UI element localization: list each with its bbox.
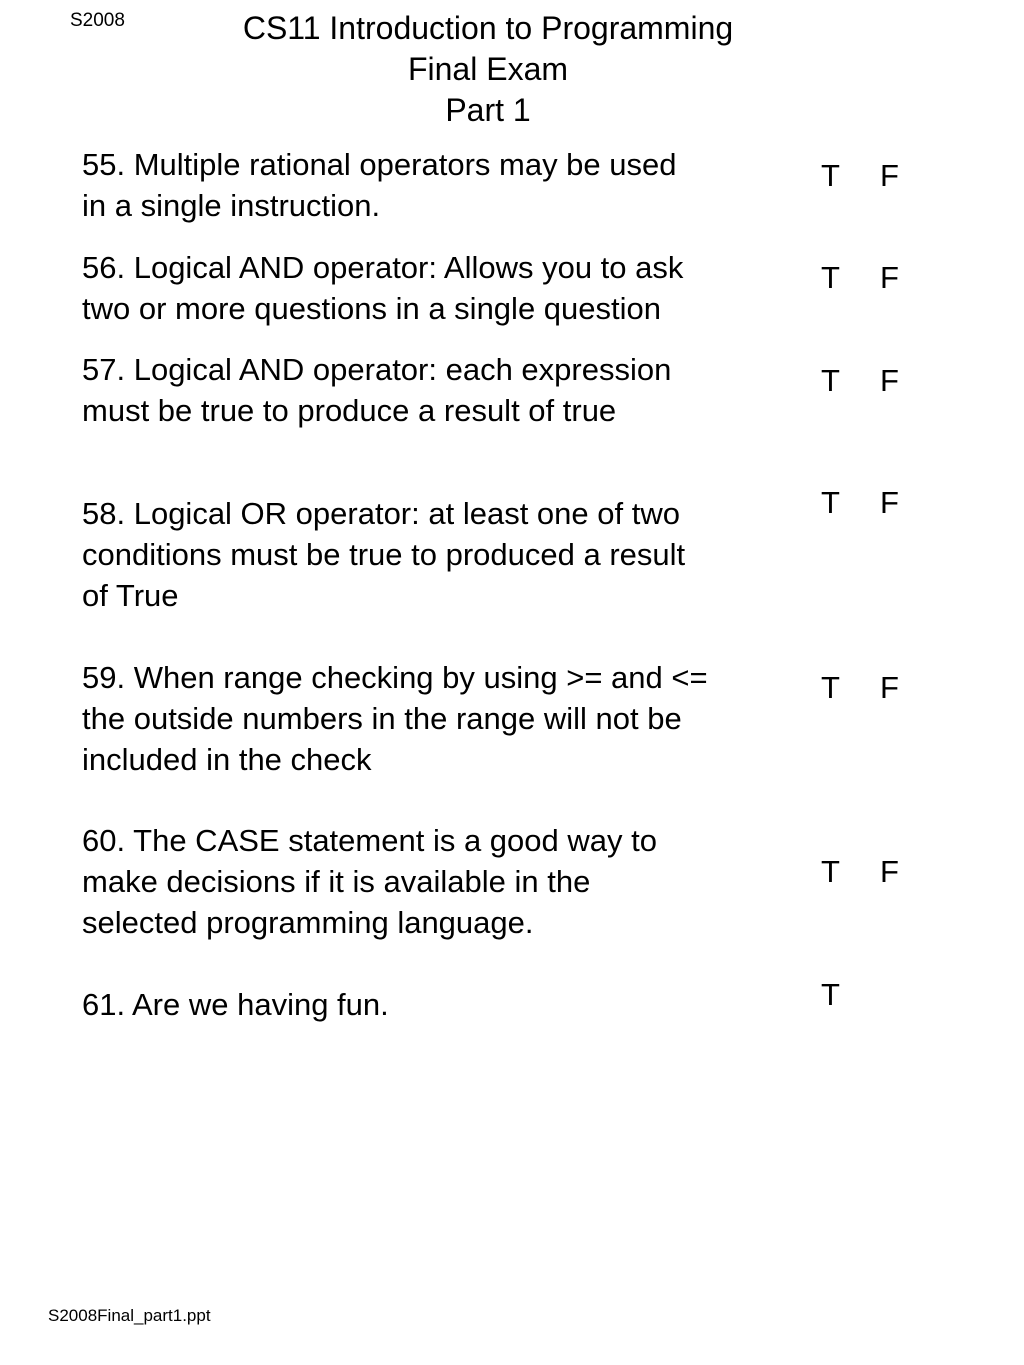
question-text-line: 57. Logical AND operator: each expression [82, 352, 672, 387]
answer-true-58[interactable]: T [821, 485, 840, 520]
answer-false-59[interactable]: F [880, 670, 899, 705]
title-part: Part 1 [445, 92, 531, 128]
answer-false-57[interactable]: F [880, 363, 899, 398]
question-text-line: conditions must be true to produced a result [82, 537, 686, 572]
answer-true-61[interactable]: T [821, 977, 840, 1012]
answer-false-55[interactable]: F [880, 158, 899, 193]
question-text-line: 60. The CASE statement is a good way to [82, 823, 657, 858]
question-text-line: selected programming language. [82, 905, 534, 940]
question-text-line: included in the check [82, 742, 372, 777]
question-text-line: must be true to produce a result of true [82, 393, 617, 428]
answer-true-59[interactable]: T [821, 670, 840, 705]
question-59 [82, 657, 782, 780]
question-61 [82, 984, 782, 1025]
title-course: CS11 Introduction to Programming [242, 10, 734, 46]
answer-true-57[interactable]: T [821, 363, 840, 398]
answer-false-56[interactable]: F [880, 260, 899, 295]
question-text-line: the outside numbers in the range will not be [82, 701, 682, 736]
answer-true-56[interactable]: T [821, 260, 840, 295]
question-text-line: 56. Logical AND operator: Allows you to ask [82, 250, 684, 285]
question-text-line: 55. Multiple rational operators may be used [82, 147, 677, 182]
answer-false-60[interactable]: F [880, 854, 899, 889]
question-57 [82, 349, 782, 431]
question-60 [82, 820, 782, 943]
question-56 [82, 247, 782, 329]
question-55 [82, 144, 782, 226]
question-text-line: 59. When range checking by using >= and <= [82, 660, 708, 695]
answer-false-58[interactable]: F [880, 485, 899, 520]
question-text-line: two or more questions in a single question [82, 291, 661, 326]
question-text-line: 58. Logical OR operator: at least one of two [82, 496, 680, 531]
answer-true-60[interactable]: T [821, 854, 840, 889]
semester-tag: S2008 [70, 10, 125, 31]
title-exam: Final Exam [407, 51, 569, 87]
answer-true-55[interactable]: T [821, 158, 840, 193]
page-title [200, 8, 776, 131]
question-text-line: in a single instruction. [82, 188, 381, 223]
question-text-line: 61. Are we having fun. [82, 987, 389, 1022]
question-58 [82, 493, 782, 616]
footer-filename: S2008Final_part1.ppt [48, 1306, 211, 1325]
question-text-line: make decisions if it is available in the [82, 864, 591, 899]
question-text-line: of True [82, 578, 179, 613]
